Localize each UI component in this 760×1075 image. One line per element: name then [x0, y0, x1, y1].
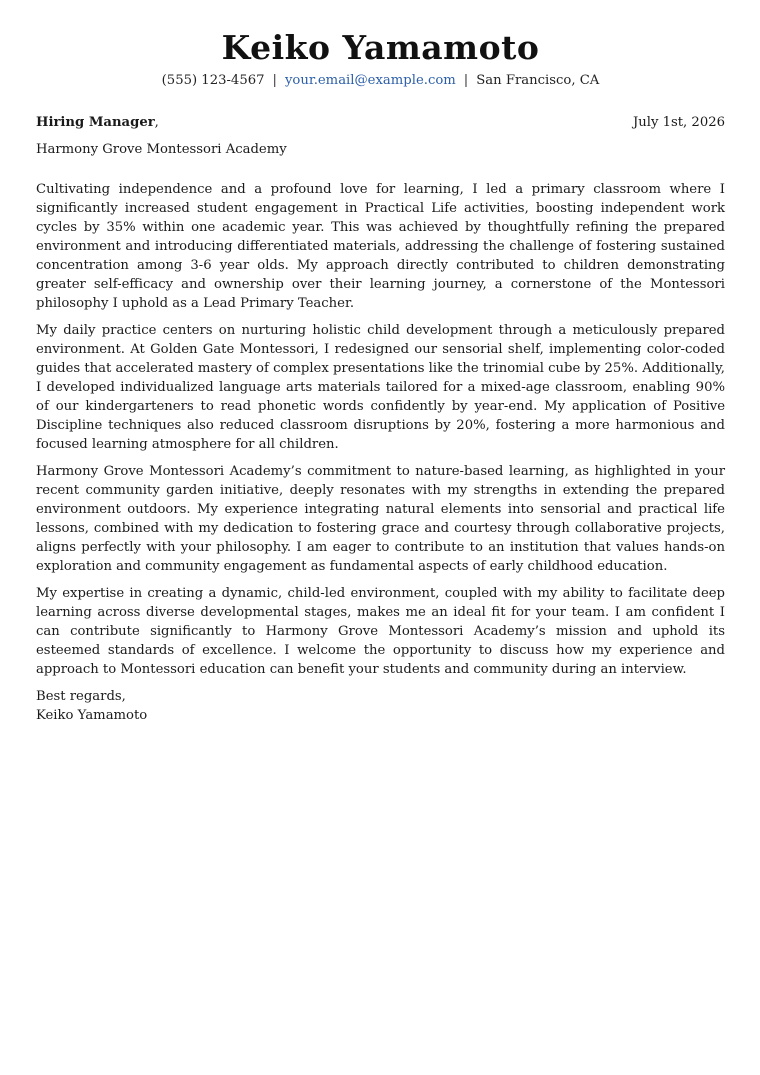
recipient-name: Hiring Manager	[36, 115, 155, 130]
phone-number: (555) 123-4567	[161, 73, 265, 88]
body-paragraph-1: Cultivating independence and a profound love for learning, I led a primary classroom where I significantly increased student engagement in Practical Life activities, boosting independent work cycles by 35% within one academic year. This was achieved by thoughtfully refining the prepared environment and introducing differentiated materials, addressing the challenge of fostering sustained concentration among 3-6 year olds. My approach directly contributed to children demonstrating greater self-efficacy and ownership over their learning journey, a cornerstone of the Montessori philosophy I uphold as a Lead Primary Teacher.	[36, 182, 725, 311]
body-paragraph-3: Harmony Grove Montessori Academy’s commitment to nature-based learning, as highlighted in your recent community garden initiative, deeply resonates with my strengths in extending the prepared environment outdoors. My experience integrating natural elements into sensorial and practical life lessons, combined with my dedication to fostering grace and courtesy through collaborative projects, aligns perfectly with your philosophy. I am eager to contribute to an institution that values hands-on exploration and community engagement as fundamental aspects of early childhood education.	[36, 464, 725, 574]
recipient-name-suffix: ,	[154, 115, 159, 130]
applicant-name: Keiko Yamamoto	[221, 28, 540, 67]
contact-line	[36, 72, 725, 90]
body-paragraph-4: My expertise in creating a dynamic, child-led environment, coupled with my ability to facilitate deep learning across diverse developmental stages, makes me an ideal fit for your team. I am confident I can contribute significantly to Harmony Grove Montessori Academy’s mission and uphold its esteemed standards of excellence. I welcome the opportunity to discuss how my experience and approach to Montessori education can benefit your students and community during an interview.	[36, 586, 725, 677]
letter-date: July 1st, 2026	[632, 115, 725, 130]
cover-letter-page	[36, 28, 725, 725]
closing-signature: Keiko Yamamoto	[36, 708, 148, 723]
recipient-greeting	[36, 114, 159, 132]
letter-body	[36, 180, 725, 679]
email-link[interactable]: your.email@example.com	[284, 73, 456, 88]
recipient-organization: Harmony Grove Montessori Academy	[36, 142, 287, 157]
location: San Francisco, CA	[476, 73, 600, 88]
letter-closing	[36, 687, 725, 725]
contact-separator: |	[272, 73, 277, 88]
body-paragraph-2: My daily practice centers on nurturing holistic child development through a meticulously prepared environment. At Golden Gate Montessori, I redesigned our sensorial shelf, implementing color-coded guides that accelerated mastery of complex presentations like the trinomial cube by 25%. Additionally, I developed individualized language arts materials tailored for a mixed-age classroom, enabling 90% of our kindergarteners to read phonetic words confidently by year-end. My application of Positive Discipline techniques also reduced classroom disruptions by 20%, fostering a more harmonious and focused learning atmosphere for all children.	[36, 323, 725, 452]
contact-separator: |	[463, 73, 469, 88]
closing-salutation: Best regards,	[36, 689, 126, 704]
recipient-row	[36, 114, 725, 132]
